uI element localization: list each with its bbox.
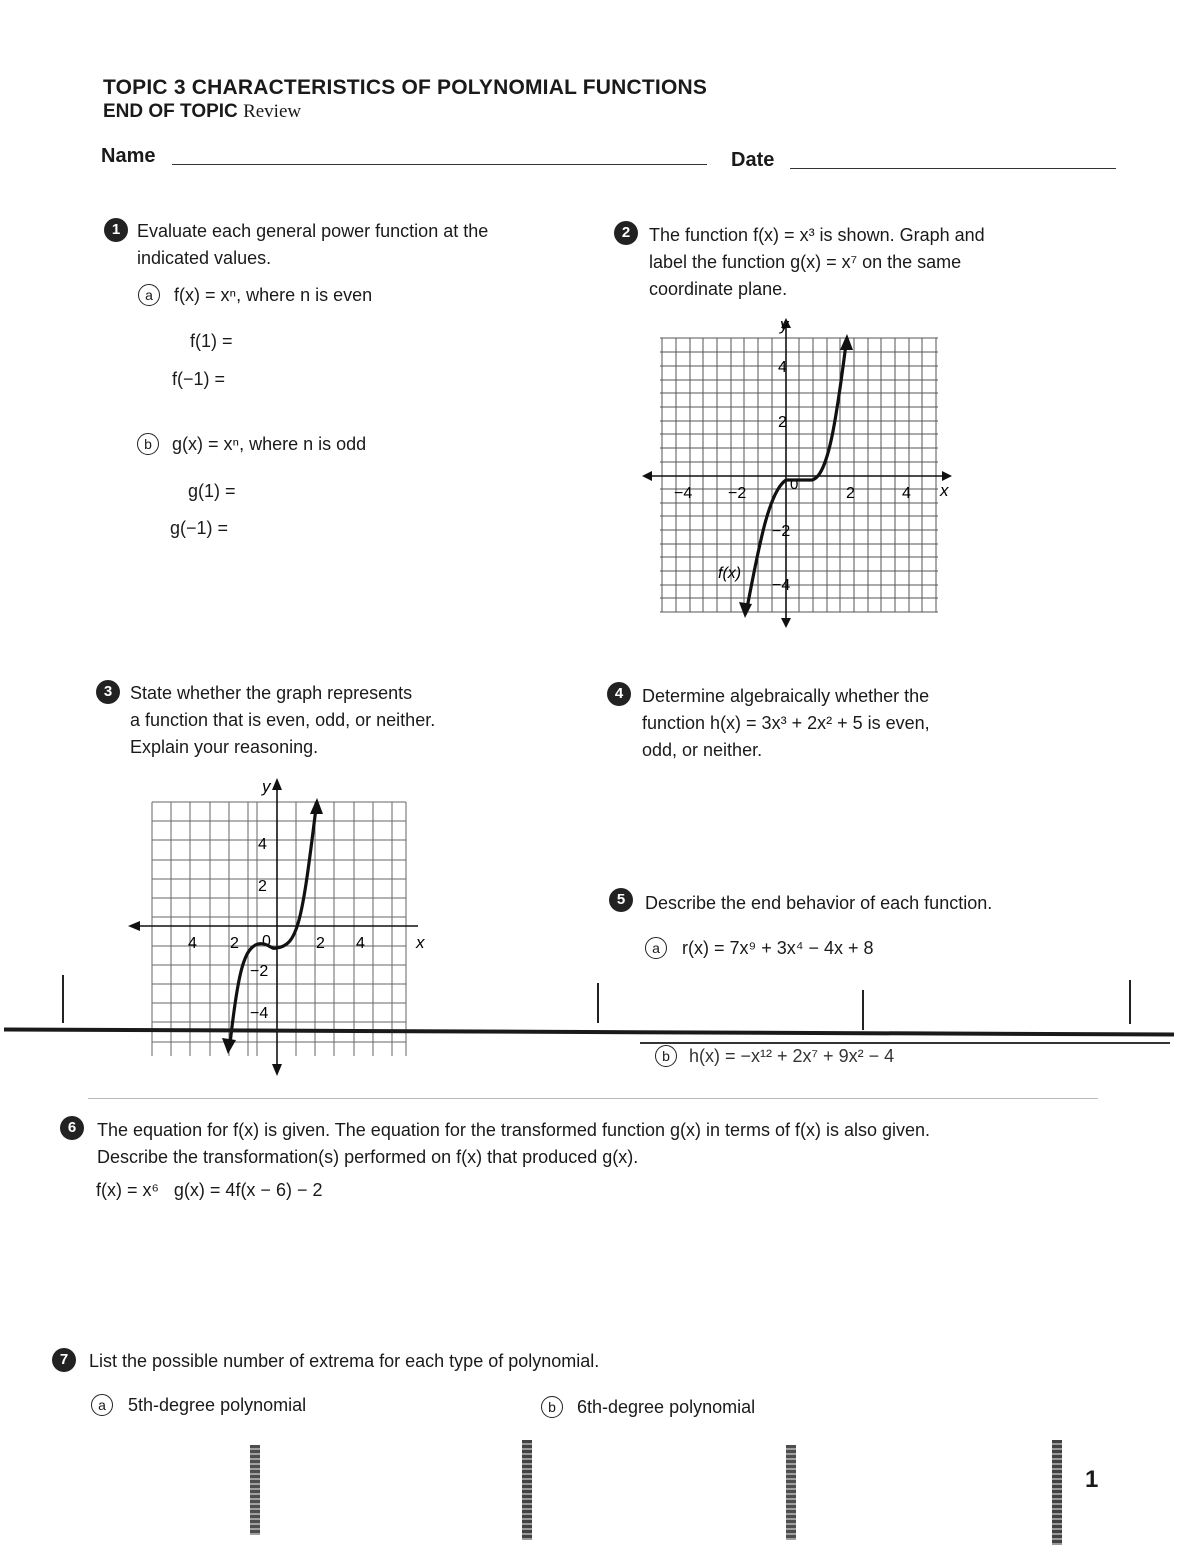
grid-lines: [152, 802, 406, 1056]
subtitle-bold: END OF TOPIC: [103, 101, 238, 122]
y-axis-label: y: [262, 777, 271, 796]
curve-arrow-top: [840, 334, 853, 350]
x-axis-label: x: [416, 933, 425, 952]
question-3-text: [130, 680, 435, 761]
question-3-line1: State whether the graph represents: [130, 683, 413, 703]
scan-mark-bar: [62, 975, 64, 1023]
question-1a-marker: a: [138, 284, 160, 306]
question-7b-marker: b: [541, 1396, 563, 1418]
scan-mark: [522, 1440, 532, 1540]
question-1a-eval-2: f(−1) =: [172, 369, 226, 389]
axes: [646, 324, 948, 624]
scan-fold-line-thin: [640, 1042, 1170, 1044]
question-1-text: [137, 218, 488, 272]
curve-arrow-top: [310, 798, 323, 814]
question-7a-marker: a: [91, 1394, 113, 1416]
question-1-line1: Evaluate each general power function at the: [137, 221, 489, 241]
question-6-line2: Describe the transformation(s) performed on f(x) that produced g(x).: [97, 1147, 639, 1167]
x-tick-left-4: 4: [188, 935, 197, 952]
question-5-number: 5: [609, 888, 633, 912]
question-4-line2: function h(x) = 3x³ + 2x² + 5 is even,: [642, 713, 930, 733]
origin-label: 0: [262, 933, 271, 950]
x-axis-label: x: [940, 481, 949, 500]
curve-arrow-bottom: [739, 602, 752, 618]
name-label: Name: [101, 145, 156, 167]
question-4-line3: odd, or neither.: [642, 740, 763, 760]
curve-label: f(x): [718, 565, 742, 582]
question-3-number: 3: [96, 680, 120, 704]
scan-mark-bar: [597, 983, 599, 1023]
grid-lines: [660, 338, 938, 612]
y-tick-2: 2: [778, 414, 787, 431]
date-field[interactable]: [790, 168, 1116, 169]
x-tick-2: 2: [846, 485, 855, 502]
question-7a-text: 5th-degree polynomial: [128, 1395, 307, 1415]
question-2-line2: label the function g(x) = x⁷ on the same: [649, 252, 962, 272]
question-4-text: [642, 683, 930, 764]
scan-mark: [786, 1445, 796, 1540]
page-number: 1: [1085, 1466, 1099, 1493]
question-5a-marker: a: [645, 937, 667, 959]
question-6-equations: f(x) = x⁶ g(x) = 4f(x − 6) − 2: [96, 1180, 323, 1200]
question-4-number: 4: [607, 682, 631, 706]
date-label: Date: [731, 149, 775, 171]
name-field[interactable]: [172, 164, 707, 165]
origin-label: 0: [790, 476, 799, 493]
y-tick-2: 2: [258, 878, 267, 895]
question-7b-text: 6th-degree polynomial: [577, 1397, 756, 1417]
question-6-text: [97, 1117, 930, 1171]
question-4-line1: Determine algebraically whether the: [642, 686, 930, 706]
question-2-line1: The function f(x) = x³ is shown. Graph and: [649, 225, 985, 245]
y-axis-label: y: [780, 315, 789, 334]
question-5b-function: h(x) = −x¹² + 2x⁷ + 9x² − 4: [689, 1046, 895, 1066]
x-axis-left-arrow: [642, 471, 652, 481]
question-3-graph[interactable]: [126, 772, 446, 1080]
y-tick-neg4: −4: [772, 577, 791, 594]
page-title: TOPIC 3 CHARACTERISTICS OF POLYNOMIAL FUNCTIONS: [103, 76, 708, 99]
y-tick-neg2: −2: [772, 523, 791, 540]
question-1-line2: indicated values.: [137, 248, 272, 268]
question-1a-function: f(x) = xⁿ, where n is even: [174, 285, 373, 305]
question-1b-eval-1: g(1) =: [188, 481, 236, 501]
question-3-line2: a function that is even, odd, or neither.: [130, 710, 436, 730]
x-tick-left-2: 2: [230, 935, 239, 952]
question-6-line1: The equation for f(x) is given. The equation for the transformed function g(x) in terms of f(x) is also given.: [97, 1120, 931, 1140]
question-1-number: 1: [104, 218, 128, 242]
question-2-line3: coordinate plane.: [649, 279, 788, 299]
y-tick-neg4: −4: [250, 1005, 269, 1022]
x-axis-left-arrow: [128, 921, 140, 931]
question-5a-function: r(x) = 7x⁹ + 3x⁴ − 4x + 8: [682, 938, 874, 958]
y-axis-down-arrow: [781, 618, 791, 628]
curve-arrow-bottom: [222, 1038, 236, 1054]
subtitle-review: Review: [243, 101, 302, 122]
x-tick-neg2: −2: [728, 485, 747, 502]
question-5b-marker: b: [655, 1045, 677, 1067]
question-1b-eval-2: g(−1) =: [170, 518, 229, 538]
y-tick-4: 4: [258, 836, 267, 853]
x-tick-right-4: 4: [356, 935, 365, 952]
question-7-text: List the possible number of extrema for each type of polynomial.: [89, 1351, 600, 1371]
scan-mark-bar: [862, 990, 864, 1030]
x-tick-4: 4: [902, 485, 911, 502]
page-subtitle: [103, 101, 301, 123]
x-tick-right-2: 2: [316, 935, 325, 952]
question-1a-eval-1: f(1) =: [190, 331, 233, 351]
question-7-number: 7: [52, 1348, 76, 1372]
question-2-number: 2: [614, 221, 638, 245]
question-1b-function: g(x) = xⁿ, where n is odd: [172, 434, 367, 454]
question-2-text: [649, 222, 985, 303]
section-divider: [88, 1098, 1098, 1099]
scan-mark-bar: [1129, 980, 1131, 1024]
scan-mark: [1052, 1440, 1062, 1545]
y-tick-4: 4: [778, 359, 787, 376]
y-axis-down-arrow: [272, 1064, 282, 1076]
y-axis-up-arrow: [272, 778, 282, 790]
x-axis-right-arrow: [942, 471, 952, 481]
question-2-graph[interactable]: [640, 312, 970, 632]
question-3-line3: Explain your reasoning.: [130, 737, 319, 757]
question-5-text: Describe the end behavior of each function.: [645, 893, 993, 913]
x-tick-neg4: −4: [674, 485, 693, 502]
question-6-number: 6: [60, 1116, 84, 1140]
question-1b-marker: b: [137, 433, 159, 455]
y-tick-neg2: −2: [250, 963, 269, 980]
scan-mark: [250, 1445, 260, 1535]
